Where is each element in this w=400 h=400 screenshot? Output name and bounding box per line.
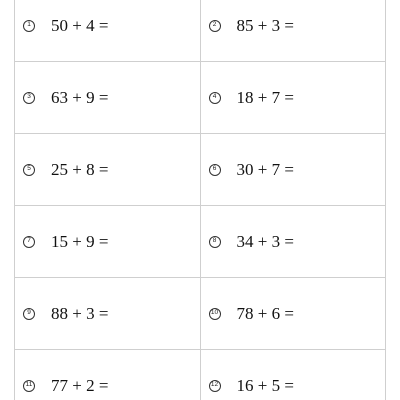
problem-expression: 16 + 5 = <box>236 375 294 395</box>
problem-number-badge: 3 <box>23 92 35 104</box>
problem-cell <box>15 134 200 205</box>
problem-expression: 18 + 7 = <box>236 87 294 107</box>
problem-expression: 30 + 7 = <box>236 159 294 179</box>
addition-problem-grid <box>14 0 386 400</box>
problem-number-badge: 5 <box>23 164 35 176</box>
problem-number-badge: 6 <box>209 164 221 176</box>
problem-expression: 63 + 9 = <box>51 87 109 107</box>
problem-expression: 15 + 9 = <box>51 231 109 251</box>
problem-row <box>15 134 385 206</box>
problem-number-badge: 2 <box>209 20 221 32</box>
problem-cell <box>200 206 386 277</box>
problem-expression: 77 + 2 = <box>51 375 109 395</box>
problem-number-badge: 1 <box>23 20 35 32</box>
problem-expression: 78 + 6 = <box>236 303 294 323</box>
problem-expression: 50 + 4 = <box>51 15 109 35</box>
problem-expression: 85 + 3 = <box>236 15 294 35</box>
problem-expression: 88 + 3 = <box>51 303 109 323</box>
problem-expression: 34 + 3 = <box>236 231 294 251</box>
problem-number-badge: 9 <box>23 308 35 320</box>
problem-row <box>15 0 385 62</box>
problem-cell <box>200 62 386 133</box>
problem-row <box>15 350 385 400</box>
problem-number-badge: 8 <box>209 236 221 248</box>
problem-cell <box>200 0 386 61</box>
problem-row <box>15 278 385 350</box>
problem-number-badge: 10 <box>209 308 221 320</box>
problem-number-badge: 12 <box>209 380 221 392</box>
problem-cell <box>200 278 386 349</box>
problem-cell <box>15 350 200 400</box>
problem-cell <box>200 350 386 400</box>
problem-cell <box>200 134 386 205</box>
problem-row <box>15 62 385 134</box>
problem-number-badge: 11 <box>23 380 35 392</box>
problem-row <box>15 206 385 278</box>
problem-expression: 25 + 8 = <box>51 159 109 179</box>
problem-cell <box>15 278 200 349</box>
problem-cell <box>15 62 200 133</box>
problem-number-badge: 4 <box>209 92 221 104</box>
problem-cell <box>15 206 200 277</box>
problem-number-badge: 7 <box>23 236 35 248</box>
problem-cell <box>15 0 200 61</box>
